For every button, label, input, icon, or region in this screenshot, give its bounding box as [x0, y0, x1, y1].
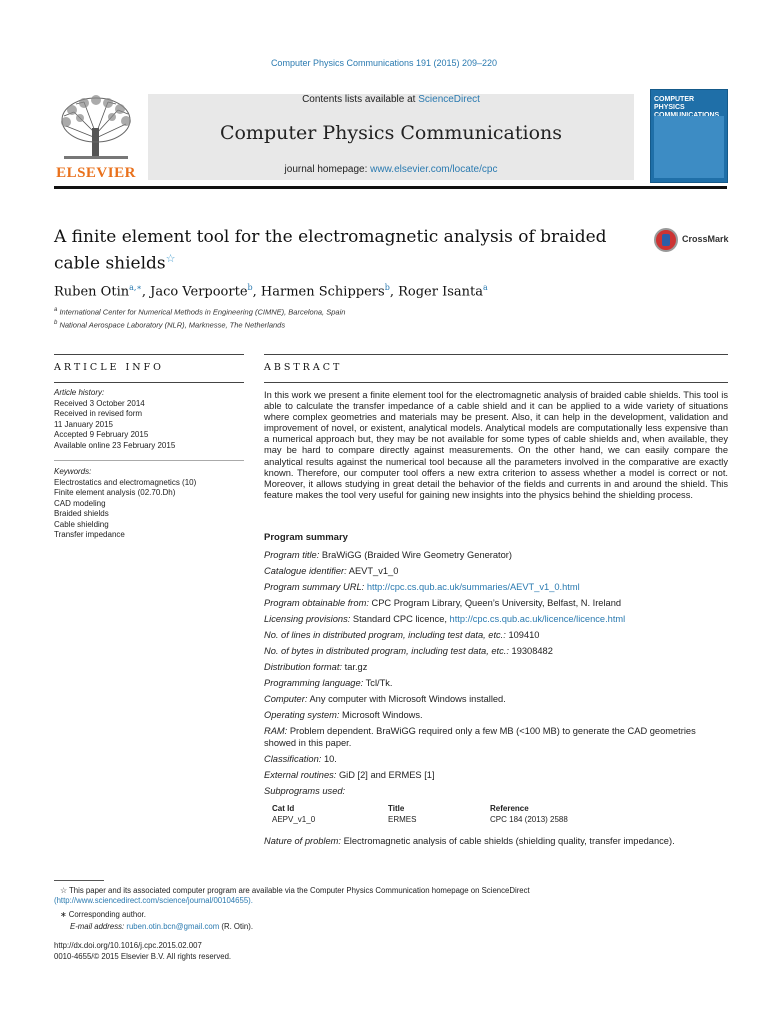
crossmark-icon [654, 228, 678, 252]
article-title-text: A finite element tool for the electromagnetic analysis of braided cable shields [54, 227, 607, 274]
email-label: E-mail address: [70, 922, 125, 931]
item-label: Computer: [264, 694, 308, 704]
article-info-rule [54, 382, 244, 383]
history-item: Received in revised form [54, 409, 143, 418]
nature-of-problem [264, 836, 728, 848]
homepage-prefix: journal homepage: [284, 164, 371, 175]
author-name[interactable]: Harmen Schippers [260, 284, 385, 300]
author-separator: , [252, 284, 261, 300]
item-value: Any computer with Microsoft Windows installed. [307, 694, 506, 704]
item-label: Subprograms used: [264, 786, 346, 796]
article-info-heading: ARTICLE INFO [54, 362, 164, 373]
item-value: Electromagnetic analysis of cable shields (shielding quality, transfer impedance). [341, 836, 675, 846]
author-separator: , [389, 284, 399, 300]
keywords [54, 467, 244, 541]
author-name[interactable]: Jaco Verpoorte [150, 284, 248, 300]
program-summary-item [264, 726, 728, 749]
item-label: Program summary URL: [264, 582, 365, 592]
history-item: 11 January 2015 [54, 419, 114, 429]
contents-prefix: Contents lists available at [302, 94, 419, 105]
program-summary-item [264, 566, 728, 578]
article-history [54, 388, 244, 451]
program-summary-item [264, 678, 728, 690]
item-label: Licensing provisions: [264, 614, 351, 624]
elsevier-logo [54, 94, 138, 182]
item-value: Microsoft Windows. [339, 710, 423, 720]
keywords-rule [54, 460, 244, 461]
item-label: Catalogue identifier: [264, 566, 347, 576]
item-value: BraWiGG (Braided Wire Geometry Generator) [319, 550, 512, 560]
table-header: Cat Id [272, 804, 295, 813]
item-label: Program title: [264, 550, 320, 560]
sciencedirect-link[interactable]: ScienceDirect [418, 94, 480, 105]
item-label: Classification: [264, 754, 322, 764]
item-value: GiD [2] and ERMES [1] [336, 770, 435, 780]
program-summary-item [264, 710, 728, 722]
author-name[interactable]: Ruben Otin [54, 284, 130, 300]
journal-title: Computer Physics Communications [219, 122, 563, 144]
affiliation-mark: a [54, 307, 58, 313]
author-separator: , [141, 284, 151, 300]
author-affil-mark: b [247, 283, 253, 292]
item-value: tar.gz [342, 662, 368, 672]
keyword: CAD modeling [54, 498, 106, 508]
footnote-rule [54, 880, 104, 881]
doi-link[interactable]: http://dx.doi.org/10.1016/j.cpc.2015.02.007 [54, 941, 202, 950]
table-cell: AEPV_v1_0 [272, 815, 316, 824]
author-list [54, 283, 488, 299]
author-affil-mark: a,∗ [129, 283, 142, 292]
footnote-mark: ☆ [60, 886, 67, 895]
cover-image [654, 116, 724, 178]
program-summary-item [264, 550, 728, 562]
item-value: Standard CPC licence, [350, 614, 450, 624]
keyword: Finite element analysis (02.70.Dh) [54, 488, 176, 497]
title-footnote-mark[interactable]: ☆ [165, 252, 176, 265]
journal-citation[interactable]: Computer Physics Communications 191 (2015) 209–220 [270, 58, 498, 68]
program-summary-item [264, 582, 728, 594]
crossmark-badge[interactable] [654, 228, 744, 256]
item-value: 109410 [505, 630, 540, 640]
abstract-rule [264, 382, 728, 383]
article-info-rule-top [54, 354, 244, 355]
article-title [54, 226, 614, 275]
program-summary-item [264, 770, 728, 782]
item-label: RAM: [264, 726, 288, 736]
homepage-line [148, 164, 634, 175]
crossmark-label: CrossMark [682, 234, 729, 244]
program-summary-item [264, 754, 728, 766]
journal-homepage-link[interactable]: www.elsevier.com/locate/cpc [370, 164, 498, 175]
item-label: Nature of problem: [264, 836, 341, 846]
item-label: No. of lines in distributed program, including test data, etc.: [264, 630, 506, 640]
footnote-text: Corresponding author. [68, 910, 146, 919]
copyright-line: 0010-4655/© 2015 Elsevier B.V. All rights reserved. [54, 952, 232, 961]
program-summary-item [264, 786, 728, 798]
table-header: Reference [490, 804, 529, 813]
item-value: Tcl/Tk. [363, 678, 393, 688]
journal-cover-thumbnail[interactable] [650, 89, 728, 183]
footnote-text: This paper and its associated computer program are available via the Computer Physics Communication homepage on ScienceDirect [69, 886, 530, 895]
affiliation-text: National Aerospace Laboratory (NLR), Marknesse, The Netherlands [59, 320, 286, 330]
corresponding-author-note [54, 910, 728, 920]
sciencedirect-journal-link[interactable]: (http://www.sciencedirect.com/science/journal/00104655). [54, 896, 253, 905]
elsevier-wordmark: ELSEVIER [56, 165, 136, 181]
affiliation [54, 320, 285, 330]
affiliation [54, 307, 345, 317]
program-summary-item [264, 646, 728, 658]
item-label: No. of bytes in distributed program, including test data, etc.: [264, 646, 509, 656]
footnote-mark: ∗ [60, 910, 67, 919]
history-item: Accepted 9 February 2015 [54, 430, 149, 439]
author-name[interactable]: Roger Isanta [398, 284, 483, 300]
program-summary-item [264, 598, 728, 610]
program-summary-item [264, 614, 728, 626]
item-label: Program obtainable from: [264, 598, 369, 608]
cover-title: COMPUTER PHYSICS [654, 96, 695, 111]
item-label: Distribution format: [264, 662, 343, 672]
affiliation-text: International Center for Numerical Methods in Engineering (CIMNE), Barcelona, Spain [59, 307, 346, 317]
item-label: External routines: [264, 770, 337, 780]
item-label: Programming language: [264, 678, 364, 688]
author-affil-mark: a [482, 283, 488, 292]
elsevier-tree-icon [54, 94, 138, 164]
abstract-heading: ABSTRACT [264, 362, 343, 373]
affiliation-mark: b [54, 320, 58, 326]
history-item: Available online 23 February 2015 [54, 440, 176, 450]
program-summary-item [264, 630, 728, 642]
header-divider [54, 186, 727, 189]
item-value: AEVT_v1_0 [346, 566, 399, 576]
history-item: Received 3 October 2014 [54, 398, 145, 408]
author-affil-mark: b [384, 283, 390, 292]
journal-header [148, 94, 634, 180]
title-footnote [54, 886, 728, 906]
item-value: 19308482 [508, 646, 553, 656]
item-value: CPC Program Library, Queen’s University, Belfast, N. Ireland [368, 598, 622, 608]
keywords-label: Keywords: [54, 467, 92, 476]
item-value: Problem dependent. BraWiGG required only a few MB (<100 MB) to generate the CAD geometries showed in this paper. [264, 726, 696, 748]
program-summary-item [264, 662, 728, 674]
history-label: Article history: [54, 388, 105, 397]
contents-line [148, 94, 634, 105]
keyword: Electrostatics and electromagnetics (10) [54, 477, 197, 487]
item-label: Operating system: [264, 710, 340, 720]
keyword: Transfer impedance [54, 530, 125, 539]
table-cell: ERMES [388, 815, 417, 824]
email-suffix: (R. Otin). [219, 922, 253, 931]
licence-link[interactable]: http://cpc.cs.qub.ac.uk/licence/licence.html [449, 614, 626, 624]
table-header: Title [388, 804, 405, 813]
abstract-rule-top [264, 354, 728, 355]
email-note [70, 922, 670, 932]
abstract-text: In this work we present a finite element tool for the electromagnetic analysis of braided cable shields. This tool is able to calculate the transfer impedance of a cable shield and it can be applied to a wide variety of situations where complex geometries and materials may be present. Also, it can help in the development, validation and improvement of novel, or existent, analytical models. Analytical models are computationally less expensive than a numerical approach but, they may be not available for some types of cable shields and, when available, they may be hard to compare directly against measurements. On the other hand, we can easily compare the analytical results against the numerical tool because all the parameters involved in the comparative are exactly known. Therefore, our computer tool offers a new extra criterion to assess whether a model is correct or not. Moreover, it allows studying in great detail the behavior of the fields and currents in and around the shield. This feature makes the tool very useful for gaining new insights into the physics behind the shielding process. [264, 390, 728, 500]
program-summary-heading: Program summary [264, 532, 348, 543]
table-cell: CPC 184 (2013) 2588 [490, 815, 568, 824]
program-summary-item [264, 694, 728, 706]
author-email-link[interactable]: ruben.otin.bcn@gmail.com [126, 922, 220, 931]
keyword: Braided shields [54, 509, 109, 518]
item-value: 10. [321, 754, 337, 764]
keyword: Cable shielding [54, 519, 109, 529]
program-summary-url-link[interactable]: http://cpc.cs.qub.ac.uk/summaries/AEVT_v1_0.html [366, 582, 580, 592]
